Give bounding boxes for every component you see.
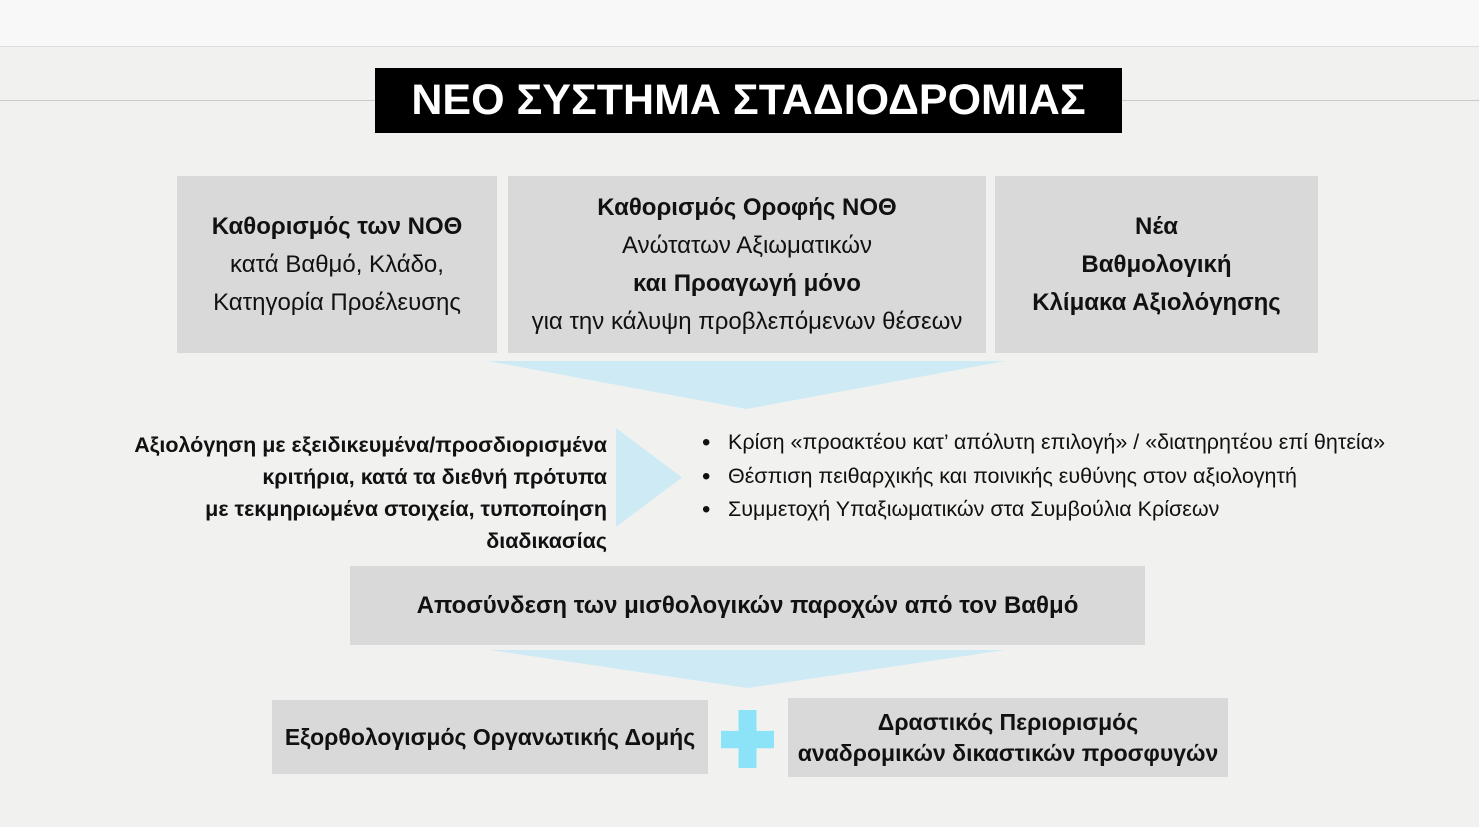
down-arrow-icon (488, 361, 1005, 409)
box-line: Νέα (1135, 212, 1178, 240)
box-line: Κλίμακα Αξιολόγησης (1032, 288, 1281, 316)
criteria-line: με τεκμηριωμένα στοιχεία, τυποποίηση διαδικασίας (205, 497, 607, 553)
box-line: Αποσύνδεση των μισθολογικών παροχών από τον Βαθμό (416, 591, 1079, 619)
down-arrow-icon (490, 650, 1005, 688)
box-line: κατά Βαθμό, Κλάδο, (230, 250, 444, 278)
box-noth-definition (177, 176, 497, 353)
box-line: και Προαγωγή μόνο (633, 269, 861, 297)
box-line: Βαθμολογική (1081, 250, 1232, 278)
box-noth-ceiling (508, 176, 986, 353)
box-org-structure (272, 700, 708, 774)
plus-icon (721, 710, 774, 768)
box-line: αναδρομικών δικαστικών προσφυγών (797, 739, 1219, 766)
criteria-line: κριτήρια, κατά τα διεθνή πρότυπα (262, 465, 607, 489)
box-pay-decoupling (350, 566, 1145, 645)
box-line: Ανώτατων Αξιωματικών (622, 231, 872, 259)
box-line: Κατηγορία Προέλευσης (213, 288, 461, 316)
list-item: • Συμμετοχή Υπαξιωματικών στα Συμβούλια Κρίσεων (698, 493, 1448, 527)
list-item: • Θέσπιση πειθαρχικής και ποινικής ευθύνης στον αξιολογητή (698, 460, 1448, 494)
evaluation-bullet-list (698, 426, 1448, 527)
box-line: Καθορισμός Οροφής ΝΟΘ (597, 193, 897, 221)
page-title: ΝΕΟ ΣΥΣΤΗΜΑ ΣΤΑΔΙΟΔΡΟΜΙΑΣ (375, 68, 1122, 133)
box-new-rating-scale (995, 176, 1318, 353)
box-legal-appeals-limit (788, 698, 1228, 777)
criteria-line: Αξιολόγηση με εξειδικευμένα/προσδιορισμένα (134, 433, 607, 457)
top-band (0, 0, 1479, 47)
box-line: Καθορισμός των ΝΟΘ (211, 212, 463, 240)
list-item: • Κρίση «προακτέου κατ’ απόλυτη επιλογή» / «διατηρητέου επί θητεία» (698, 426, 1448, 460)
box-line: Δραστικός Περιορισμός (877, 708, 1139, 735)
right-arrow-icon (616, 428, 682, 527)
box-line: Εξορθολογισμός Οργανωτικής Δομής (284, 724, 696, 750)
box-line: για την κάλυψη προβλεπόμενων θέσεων (531, 307, 963, 335)
evaluation-criteria-text (100, 429, 607, 557)
